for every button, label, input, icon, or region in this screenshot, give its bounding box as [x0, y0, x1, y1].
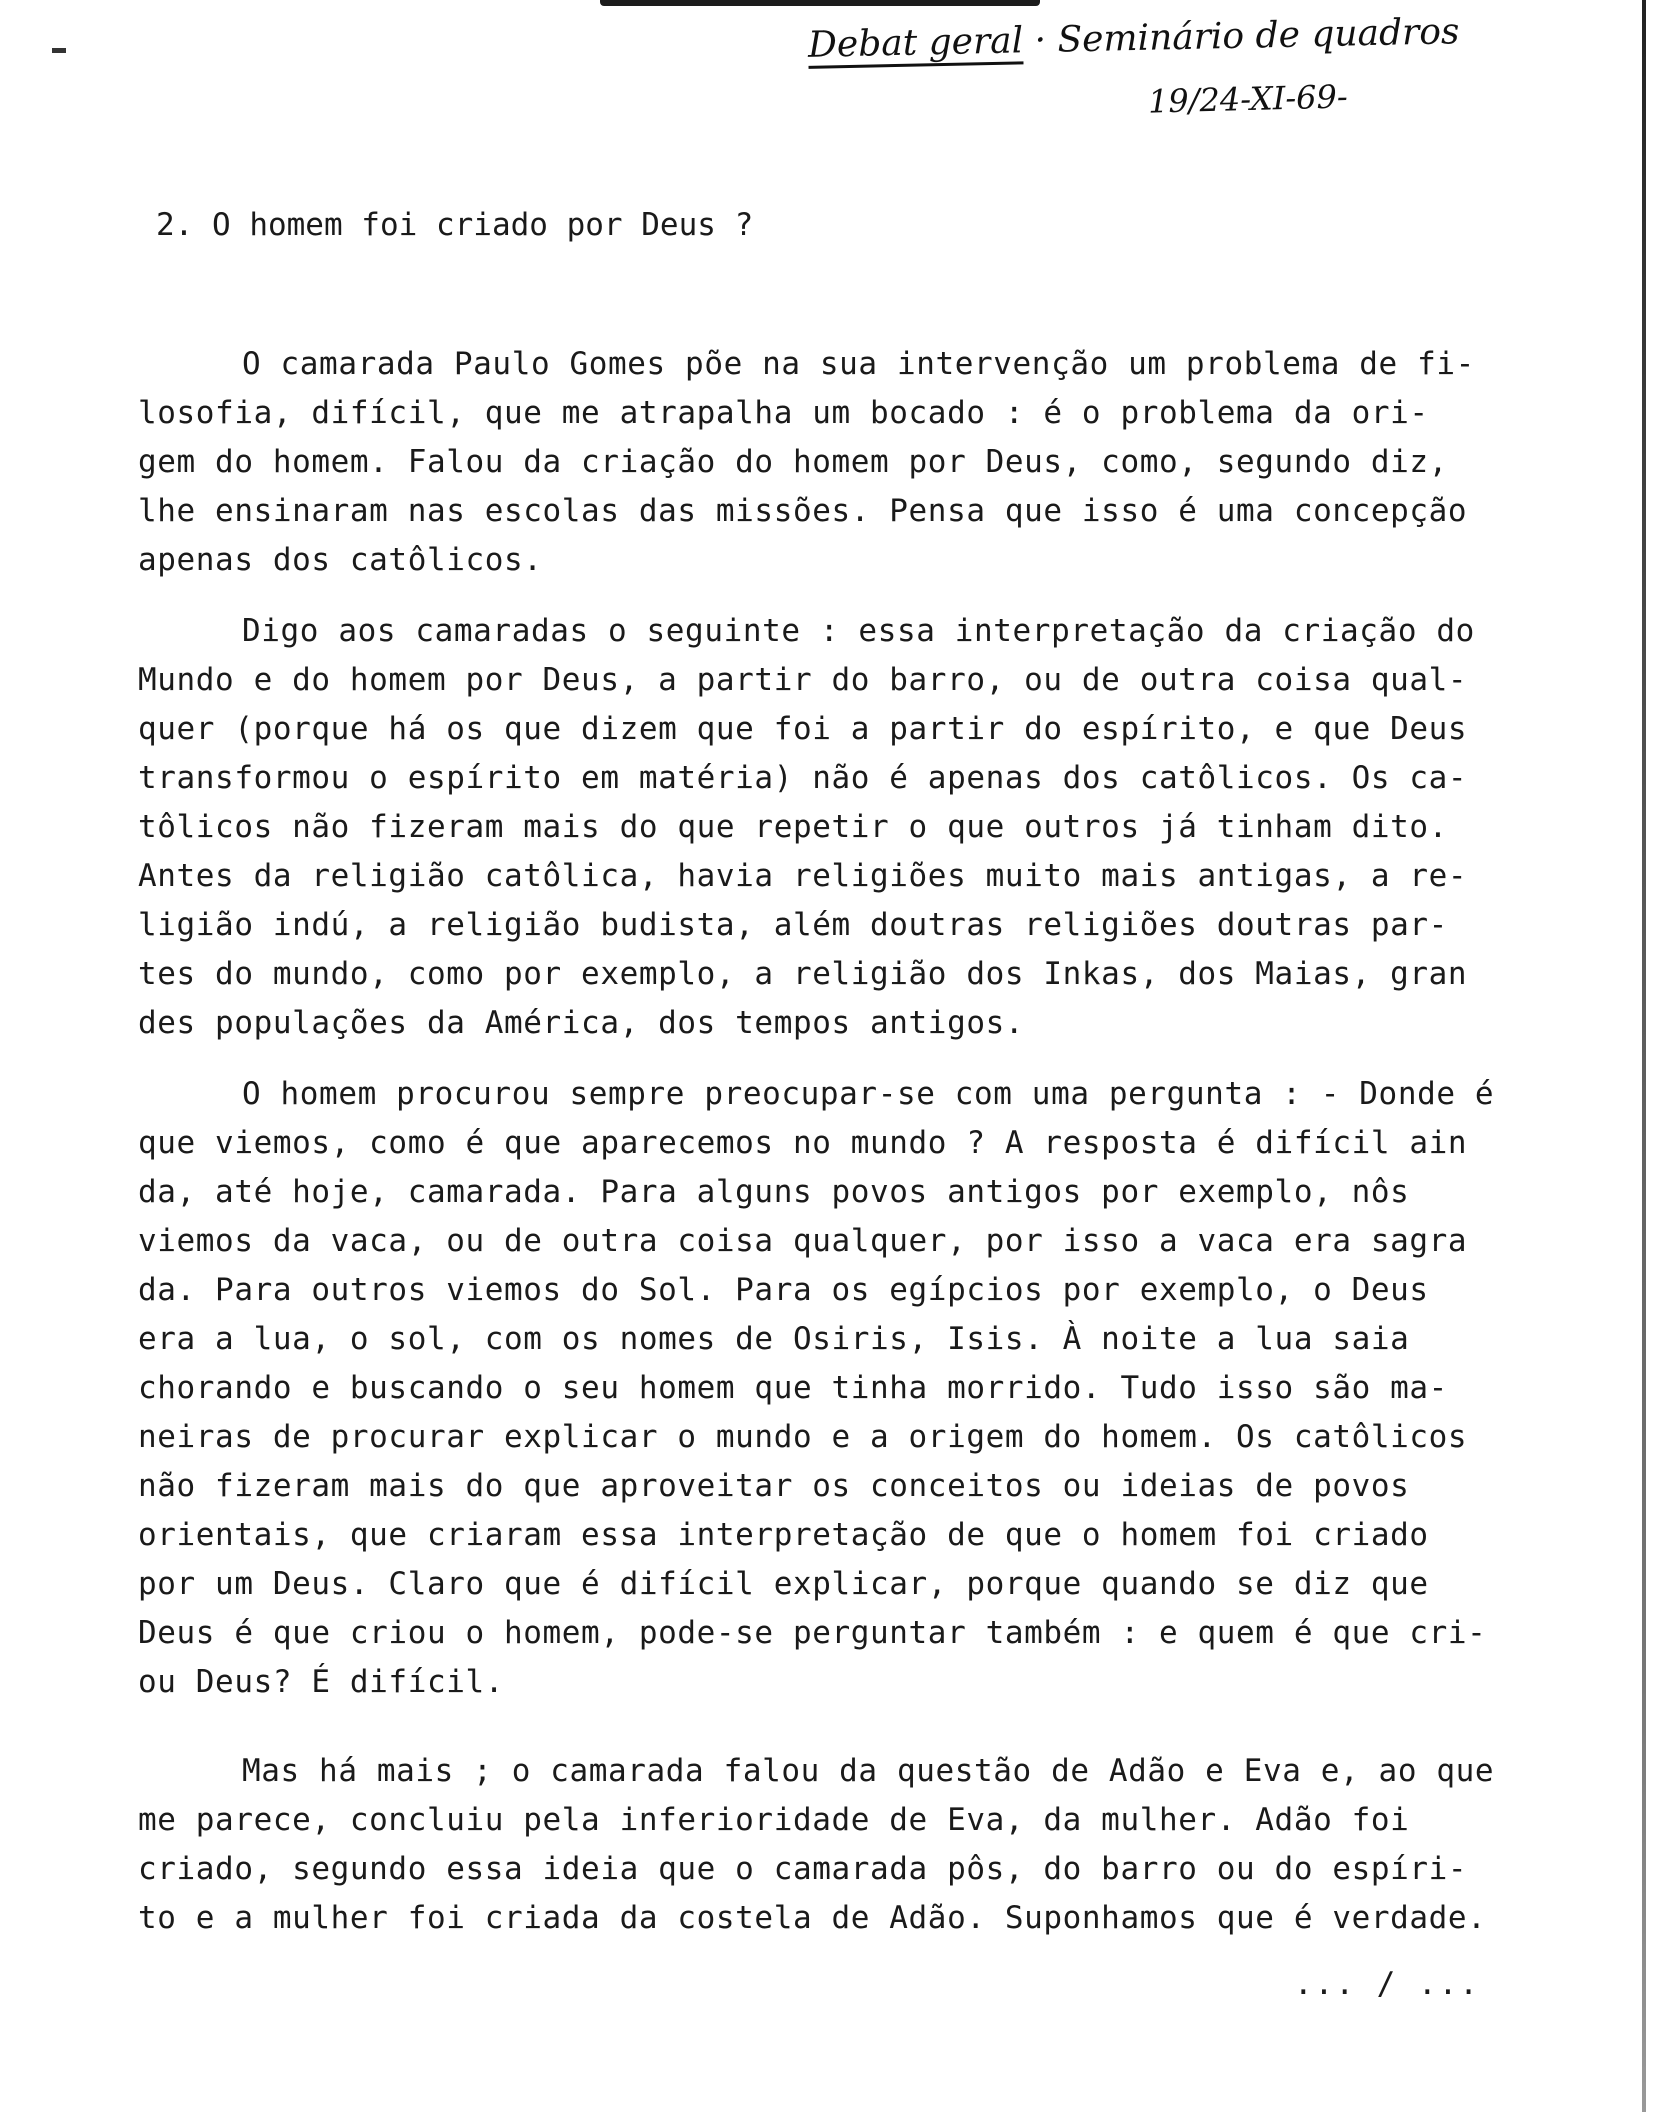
- text-line: tes do mundo, como por exemplo, a religião dos Inkas, dos Maias, gran: [138, 956, 1468, 992]
- text-line: O camarada Paulo Gomes põe na sua intervenção um problema de fi-: [242, 346, 1475, 382]
- text-line: des populações da América, dos tempos antigos.: [138, 1005, 1025, 1041]
- text-line: da. Para outros viemos do Sol. Para os egípcios por exemplo, o Deus: [138, 1272, 1429, 1308]
- text-line: viemos da vaca, ou de outra coisa qualquer, por isso a vaca era sagra: [138, 1223, 1468, 1259]
- handwritten-annotation-date: 19/24-XI-69-: [1147, 77, 1349, 121]
- section-heading: 2. O homem foi criado por Deus ?: [156, 207, 754, 243]
- handwritten-underlined-text: Debat geral: [808, 20, 1024, 68]
- text-line: gem do homem. Falou da criação do homem por Deus, como, segundo diz,: [138, 444, 1448, 480]
- scan-edge-right: [1642, 0, 1646, 2112]
- text-line: lhe ensinaram nas escolas das missões. Pensa que isso é uma concepção: [138, 493, 1468, 529]
- text-line: neiras de procurar explicar o mundo e a origem do homem. Os catôlicos: [138, 1419, 1468, 1455]
- text-line: O homem procurou sempre preocupar-se com uma pergunta : - Donde é: [242, 1076, 1495, 1112]
- text-line: chorando e buscando o seu homem que tinha morrido. Tudo isso são ma-: [138, 1370, 1448, 1406]
- text-line: Antes da religião catôlica, havia religiões muito mais antigas, a re-: [138, 858, 1468, 894]
- text-line: to e a mulher foi criada da costela de Adão. Suponhamos que é verdade.: [138, 1900, 1487, 1936]
- text-line: losofia, difícil, que me atrapalha um bocado : é o problema da ori-: [138, 395, 1429, 431]
- handwritten-annotation-title: [808, 11, 1460, 66]
- text-line: Mas há mais ; o camarada falou da questão de Adão e Eva e, ao que: [242, 1753, 1495, 1789]
- text-line: apenas dos catôlicos.: [138, 542, 543, 578]
- paragraph: [138, 607, 1578, 1048]
- handwritten-title-rest: · Seminário de quadros: [1034, 11, 1460, 62]
- text-line: Deus é que criou o homem, pode-se perguntar também : e quem é que cri-: [138, 1615, 1487, 1651]
- paragraph: [138, 340, 1578, 585]
- text-line: que viemos, como é que aparecemos no mundo ? A resposta é difícil ain: [138, 1125, 1468, 1161]
- text-line: Digo aos camaradas o seguinte : essa interpretação da criação do: [242, 613, 1475, 649]
- text-line: ou Deus? É difícil.: [138, 1664, 505, 1700]
- scan-edge-top: [600, 0, 1040, 6]
- text-line: ligião indú, a religião budista, além doutras religiões doutras par-: [138, 907, 1448, 943]
- text-line: da, até hoje, camarada. Para alguns povos antigos por exemplo, nôs: [138, 1174, 1410, 1210]
- paragraph: [138, 1747, 1578, 1943]
- text-line: quer (porque há os que dizem que foi a partir do espírito, e que Deus: [138, 711, 1468, 747]
- document-body: [138, 340, 1578, 1965]
- text-line: era a lua, o sol, com os nomes de Osiris, Isis. À noite a lua saia: [138, 1321, 1410, 1357]
- text-line: transformou o espírito em matéria) não é apenas dos catôlicos. Os ca-: [138, 760, 1468, 796]
- text-line: Mundo e do homem por Deus, a partir do barro, ou de outra coisa qual-: [138, 662, 1468, 698]
- paragraph: [138, 1070, 1578, 1707]
- text-line: por um Deus. Claro que é difícil explicar, porque quando se diz que: [138, 1566, 1429, 1602]
- text-line: me parece, concluiu pela inferioridade de Eva, da mulher. Adão foi: [138, 1802, 1410, 1838]
- margin-mark: [52, 48, 66, 53]
- page-continuation-marker: ... / ...: [1294, 1966, 1480, 2002]
- text-line: não fizeram mais do que aproveitar os conceitos ou ideias de povos: [138, 1468, 1410, 1504]
- text-line: orientais, que criaram essa interpretação de que o homem foi criado: [138, 1517, 1429, 1553]
- text-line: tôlicos não fizeram mais do que repetir o que outros já tinham dito.: [138, 809, 1448, 845]
- text-line: criado, segundo essa ideia que o camarada pôs, do barro ou do espíri-: [138, 1851, 1468, 1887]
